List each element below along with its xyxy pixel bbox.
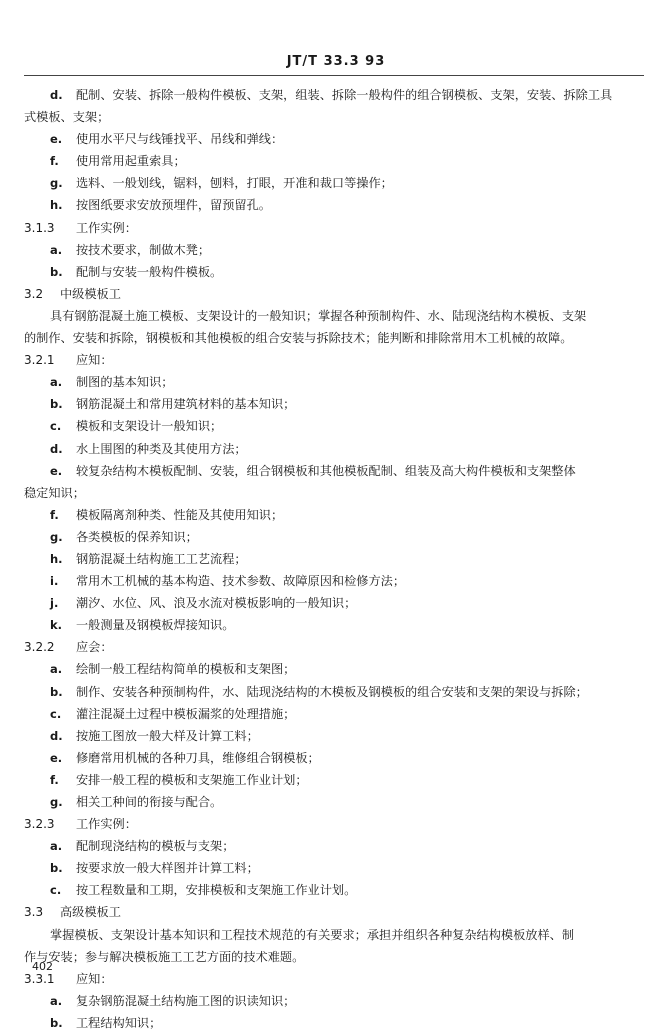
subsection-heading [24,968,644,990]
section-number: 3.2.3 [24,817,55,832]
list-item-text: 配制与安装一般构件模板。 [76,264,223,279]
section-number: 3.3 [24,905,44,920]
list-item-text: 按施工图放一般大样及计算工料； [76,728,259,743]
list-marker: g. [50,176,63,191]
list-marker: d. [50,728,63,743]
header-rule [24,75,644,76]
paragraph-line: 掌握模板、支架设计基本知识和工程技术规范的有关要求；承担并组织各种复杂结构模板放样、制 [50,927,575,942]
list-item-text: 按技术要求，制做木凳； [76,242,211,257]
list-marker: b. [50,684,63,699]
list-item-text: 模板隔离剂种类、性能及其使用知识； [76,507,284,522]
list-marker: a. [50,242,63,257]
section-title: 中级模板工 [60,286,121,301]
list-item [24,570,644,592]
list-item-text: 修磨常用机械的各种刀具，维修组合钢模板； [76,750,320,765]
section-number: 3.2 [24,286,44,301]
list-marker: c. [50,419,62,434]
list-marker: h. [50,198,63,213]
list-marker: g. [50,795,63,809]
list-item-text: 配制、安装、拆除一般构件模板、支架，组装、拆除一般构件的组合钢模板、支架，安装、拆除工具 [76,88,613,102]
list-item [24,725,644,747]
section-number: 3.2.2 [24,640,55,655]
list-item [24,128,644,150]
list-item-text: 绘制一般工程结构简单的模板和支架图； [76,662,296,677]
list-marker: b. [50,264,63,279]
list-item [24,150,644,172]
list-item [24,879,644,901]
list-marker: f. [50,507,59,522]
list-item [24,614,644,636]
list-item [24,681,644,703]
list-item [24,703,644,725]
continuation-line: 式模板、支架； [24,110,110,125]
list-item-text: 较复杂结构木模板配制、安装，组合钢模板和其他模板配制、组装及高大构件模板和支架整体 [76,463,576,478]
list-marker: c. [50,883,62,898]
list-marker: b. [50,1015,63,1030]
list-marker: b. [50,861,63,876]
section-title: 应知： [76,971,113,986]
page-number: 402 [32,960,53,973]
continuation-line: 作与安装；参与解决模板施工工艺方面的技术难题。 [24,949,305,964]
subsection-heading [24,217,644,239]
list-item [24,84,644,106]
list-item [24,460,644,482]
list-marker: b. [50,397,63,412]
list-marker: k. [50,618,63,633]
list-marker: d. [50,88,63,102]
list-item-text: 模板和支架设计一般知识； [76,419,223,434]
list-item [24,791,644,813]
list-item-text: 按图纸要求安放预埋件，留预留孔。 [76,198,271,213]
list-item [24,261,644,283]
list-item-text: 按工程数量和工期，安排模板和支架施工作业计划。 [76,883,357,898]
list-item-text: 选料、一般划线，锯料，刨料，打眼，开准和裁口等操作； [76,176,393,191]
section-number: 3.3.1 [24,971,55,986]
running-header: JT/T 33.3 93 [286,54,386,69]
list-item [24,658,644,680]
list-item [24,747,644,769]
list-item [24,835,644,857]
list-marker: j. [50,596,59,611]
list-marker: a. [50,993,63,1008]
list-item [24,1012,644,1034]
list-item-text: 按要求放一般大样图并计算工料； [76,861,259,876]
continuation-line: 的制作、安装和拆除，钢模板和其他模板的组合安装与拆除技术；能判断和排除常用木工机械的故障。 [24,331,573,346]
section-number: 3.2.1 [24,353,55,368]
list-marker: g. [50,529,63,544]
list-item-text: 工程结构知识； [76,1015,162,1030]
list-marker: a. [50,662,63,677]
list-item [24,239,644,261]
list-item-text: 制图的基本知识； [76,375,174,390]
list-marker: h. [50,551,63,566]
list-marker: e. [50,463,63,478]
list-item-text: 钢筋混凝土和常用建筑材料的基本知识； [76,397,296,412]
section-title: 工作实例： [76,817,137,832]
section-title: 应会： [76,640,113,655]
list-marker: a. [50,839,63,854]
paragraph-line: 具有钢筋混凝土施工模板、支架设计的一般知识；掌握各种预制构件、水、陆现浇结构木模板、支架 [50,308,587,323]
section-title: 应知： [76,353,113,368]
list-marker: e. [50,750,63,765]
list-item [24,990,644,1012]
list-item [24,438,644,460]
list-marker: f. [50,772,59,787]
list-marker: i. [50,574,59,589]
list-item-text: 水上围图的种类及其使用方法； [76,441,247,456]
list-item-text: 灌注混凝土过程中模板漏浆的处理措施； [76,706,296,721]
list-item-text: 制作、安装各种预制构件，水、陆现浇结构的木模板及钢模板的组合安装和支架的架设与拆除； [76,684,588,699]
continuation-line: 稳定知识； [24,485,85,500]
subsection-heading [24,349,644,371]
list-item [24,769,644,791]
list-item-text: 钢筋混凝土结构施工工艺流程； [76,551,247,566]
list-marker: a. [50,375,63,390]
section-number: 3.1.3 [24,220,55,235]
list-item [24,371,644,393]
list-item-text: 常用木工机械的基本构造、技术参数、故障原因和检修方法； [76,574,406,589]
list-marker: f. [50,154,59,169]
subsection-heading [24,813,644,835]
section-heading [24,901,644,923]
list-item-text: 一般测量及钢模板焊接知识。 [76,618,235,633]
body-text [24,84,644,1034]
list-item [24,194,644,216]
list-item-text: 相关工种间的衔接与配合。 [76,795,223,809]
list-item [24,172,644,194]
list-item-text: 配制现浇结构的模板与支架； [76,839,235,854]
list-item [24,592,644,614]
list-item-text: 复杂钢筋混凝土结构施工图的识读知识； [76,993,296,1008]
list-item [24,393,644,415]
list-marker: c. [50,706,62,721]
list-item [24,857,644,879]
list-item [24,415,644,437]
subsection-heading [24,636,644,658]
list-item [24,548,644,570]
list-item-text: 各类模板的保养知识； [76,529,198,544]
list-item [24,526,644,548]
section-title: 工作实例： [76,220,137,235]
list-item-text: 潮汐、水位、风、浪及水流对模板影响的一般知识； [76,596,357,611]
list-item-text: 安排一般工程的模板和支架施工作业计划； [76,772,308,787]
list-item-text: 使用常用起重索具； [76,154,186,169]
list-marker: e. [50,132,63,147]
list-item-text: 使用水平尺与线锤找平、吊线和弹线： [76,132,284,147]
section-heading [24,283,644,305]
list-item [24,504,644,526]
list-marker: d. [50,441,63,456]
section-title: 高级模板工 [60,905,121,920]
